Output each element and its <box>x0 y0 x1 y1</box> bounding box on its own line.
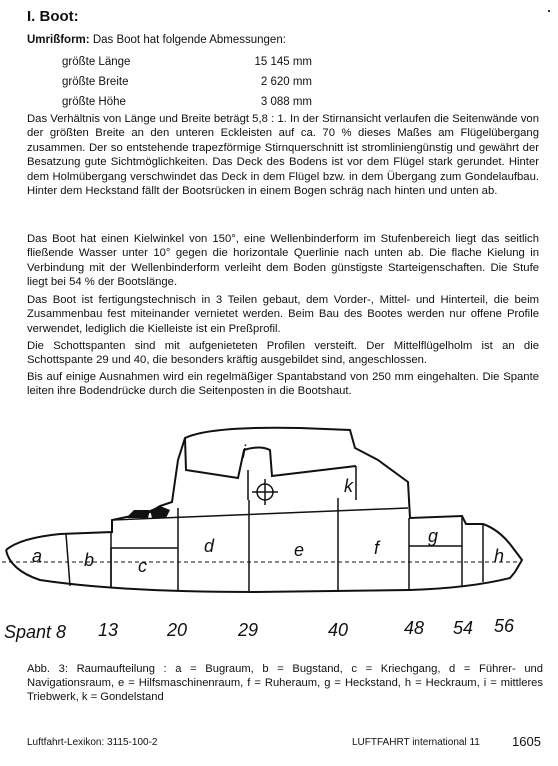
frame-label-54: 54 <box>453 618 474 638</box>
section-heading: I. Boot: <box>27 8 79 25</box>
footer-right: LUFTFAHRT international 11 <box>352 737 480 748</box>
dimension-value: 3 088 mm <box>260 96 312 108</box>
frame-label-40: 40 <box>328 620 349 640</box>
frame-label-29: 29 <box>238 620 259 640</box>
frame-label-13: 13 <box>98 620 119 640</box>
section-d-label: d <box>204 536 215 556</box>
section-h-label: h <box>494 546 505 566</box>
dimension-value: 2 620 mm <box>260 76 312 88</box>
dimension-label: größte Höhe <box>62 96 126 108</box>
nacelle-base <box>185 438 356 478</box>
nacelle-fairing <box>248 466 356 500</box>
turret-crosshair <box>252 479 278 505</box>
hull-keel-line <box>6 550 515 592</box>
intro-line <box>27 34 286 46</box>
paragraph-frames: Bis auf einige Ausnahmen wird ein regelmäßiger Spantabstand von 250 mm eingehalten. Die Spante leiten ihre Bodendrücke durch die Seitenposten in die Bootshaut. <box>27 371 539 398</box>
paragraph-shape: Das Verhältnis von Länge und Breite beträgt 5,8 : 1. In der Stirnansicht verlaufen die Seitenwände von der größten Breite an den unteren Eckleisten auf ca. 70 % dieses Maßes am Flügelübergang zusammen. Der so entstehende trapezförmige Stirnquerschnitt ist stromliniengünstig und gewährt der Besatzung gute Sichtmöglichkeiten. Das Deck des Bodens ist vor dem Flügel stark gerundet. Hinter dem Holmübergang verschwindet das Deck in dem Flügel bzw. in dem Übergang zum Gondelaufbau. Hinter dem Heckstand fällt der Bootsrücken in einem Bogen schräg nach hinten und unten ab. <box>27 113 539 198</box>
frame-label-8: Spant 8 <box>4 622 67 642</box>
section-f-label: f <box>374 538 380 558</box>
intro-label: Umrißform: <box>27 34 90 46</box>
frame-label-20: 20 <box>167 620 188 640</box>
dimension-row <box>62 76 312 96</box>
dimension-row <box>62 56 312 76</box>
corner-mark <box>548 10 550 12</box>
paragraph-bulkheads: Die Schottspanten sind mit aufgenieteten Profilen versteift. Der Mittelflügelholm ist an die Schottspante 29 und 40, die besonders kräftig ausgebildet sind, angeschlossen. <box>27 340 539 367</box>
frame-label-48: 48 <box>404 618 425 638</box>
section-e-label: e <box>294 540 305 560</box>
section-i-label: i <box>242 442 246 462</box>
dimension-label: größte Breite <box>62 76 129 88</box>
page-number: 1605 <box>512 734 541 749</box>
dimension-value: 15 145 mm <box>254 56 312 68</box>
frame-label-56: 56 <box>494 616 515 636</box>
section-g-label: g <box>428 526 439 546</box>
cockpit-windows <box>126 506 170 518</box>
dimension-label: größte Länge <box>62 56 131 68</box>
footer-left: Luftfahrt-Lexikon: 3115-100-2 <box>27 737 158 748</box>
figure-caption: Abb. 3: Raumaufteilung : a = Bugraum, b = Bugstand, c = Kriechgang, d = Führer- und Navigationsraum, e = Hilfsmaschinenraum, f = Ruheraum, g = Heckstand, h = Heckraum, i = mittleres Triebwerk, k = Gondelstand <box>27 663 543 703</box>
section-c-label: c <box>138 556 147 576</box>
section-b-label: b <box>84 550 95 570</box>
section-k-label: k <box>344 476 353 496</box>
dimensions-table <box>62 56 312 116</box>
section-a-label: a <box>32 546 43 566</box>
paragraph-keel: Das Boot hat einen Kielwinkel von 150°, eine Wellenbinderform im Stufenbereich liegt das seitlich fließende Wasser unter 10° gegen die horizontale Querlinie nach unten ab. Die flache Kielung in Verbindung mit der Wellenbinderform verleiht dem Boden günstigste Starteigenschaften. Die Stufe liegt bei 54 % der Bootslänge. <box>27 233 539 289</box>
paragraph-construction: Das Boot ist fertigungstechnisch in 3 Teilen gebaut, dem Vorder-, Mittel- und Hinterteil, die beim Zusammenbau fest miteinander vernietet werden. Beim Bau des Bootes werden nur offene Profile verwendet, lediglich die Kielleiste ist ein Preßprofil. <box>27 294 539 335</box>
bulkhead-8 <box>66 534 70 586</box>
intro-text: Das Boot hat folgende Abmessungen: <box>92 34 286 46</box>
hull-section-diagram <box>0 420 558 650</box>
